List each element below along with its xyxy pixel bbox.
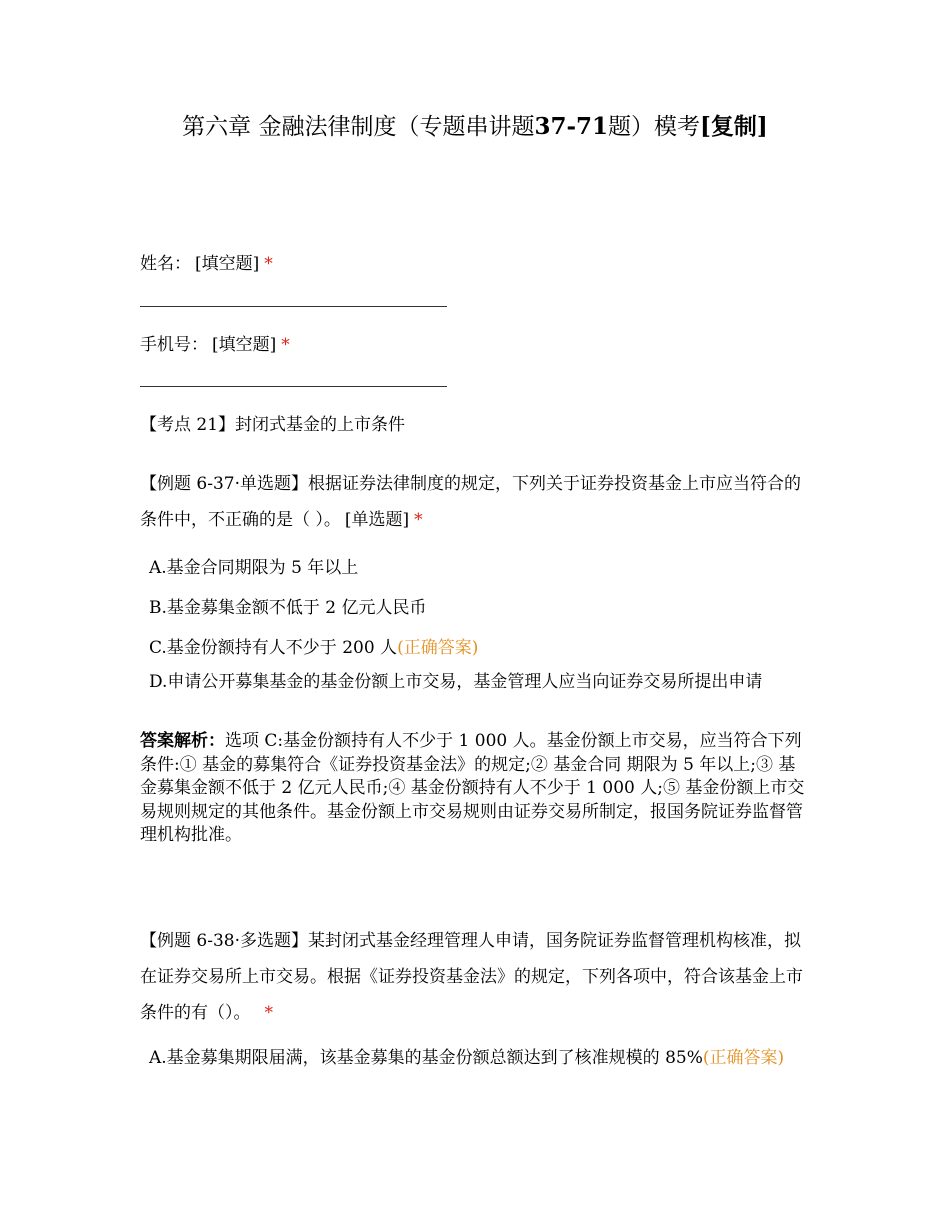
q1-answer-analysis: 答案解析：选项 C:基金份额持有人不少于 1 000 人。基金份额上市交易，应当符合下列条件:① 基金的募集符合《证券投资基金法》的规定;② 基金合同 期限为 5 年以上;③ 基金募集金额不低于 2 亿元人民币;④ 基金份额持有人不少于 1 000 人;⑤ 基金份额上市交易规则规定的其他条件。基金份额上市交易规则由证券交易所制定，报国务院证券监督管理机构批准。 xyxy=(140,731,805,845)
question-type-tag: [填空题] xyxy=(212,335,277,355)
title-copy-tag: [复制] xyxy=(700,113,768,140)
phone-field-label: 手机号： [填空题] * xyxy=(140,335,290,355)
q2-option-a[interactable]: A.基金募集期限届满，该基金募集的基金份额总额达到了核准规模的 85%(正确答案) xyxy=(149,1048,785,1068)
required-mark: * xyxy=(414,510,423,530)
required-mark: * xyxy=(281,335,290,355)
title-text-2: 题）模考 xyxy=(608,114,701,140)
required-mark: * xyxy=(264,1003,273,1023)
q1-option-c[interactable]: C.基金份额持有人不少于 200 人(正确答案) xyxy=(149,638,479,658)
q1-option-d[interactable]: D.申请公开募集基金的基金份额上市交易，基金管理人应当向证券交易所提出申请 xyxy=(149,672,763,692)
title-range: 37-71 xyxy=(534,113,609,140)
question-type-tag: [单选题] xyxy=(344,510,410,530)
name-field-label: 姓名： [填空题] * xyxy=(140,254,273,274)
correct-answer-mark: (正确答案) xyxy=(702,1048,785,1068)
question-type-tag: [填空题] xyxy=(195,254,260,274)
page-title xyxy=(0,112,950,142)
analysis-label: 答案解析： xyxy=(140,731,225,751)
phone-input[interactable] xyxy=(140,386,447,387)
name-input[interactable] xyxy=(140,306,447,307)
correct-answer-mark: (正确答案) xyxy=(397,638,479,658)
question-1-text: 【例题 6-37·单选题】根据证券法律制度的规定，下列关于证券投资基金上市应当符合的条件中，不正确的是（ ）。 [单选题] * xyxy=(140,474,801,530)
q1-option-a[interactable]: A.基金合同期限为 5 年以上 xyxy=(149,558,359,578)
q1-option-b[interactable]: B.基金募集金额不低于 2 亿元人民币 xyxy=(149,598,427,618)
required-mark: * xyxy=(264,254,273,274)
title-text: 第六章 金融法律制度（专题串讲题 xyxy=(182,114,535,140)
question-2-text: 【例题 6-38·多选题】某封闭式基金经理管理人申请，国务院证券监督管理机构核准，拟在证券交易所上市交易。根据《证券投资基金法》的规定，下列各项中，符合该基金上市条件的有（）。 * xyxy=(140,931,803,1023)
section-heading: 【考点 21】封闭式基金的上市条件 xyxy=(140,415,406,435)
